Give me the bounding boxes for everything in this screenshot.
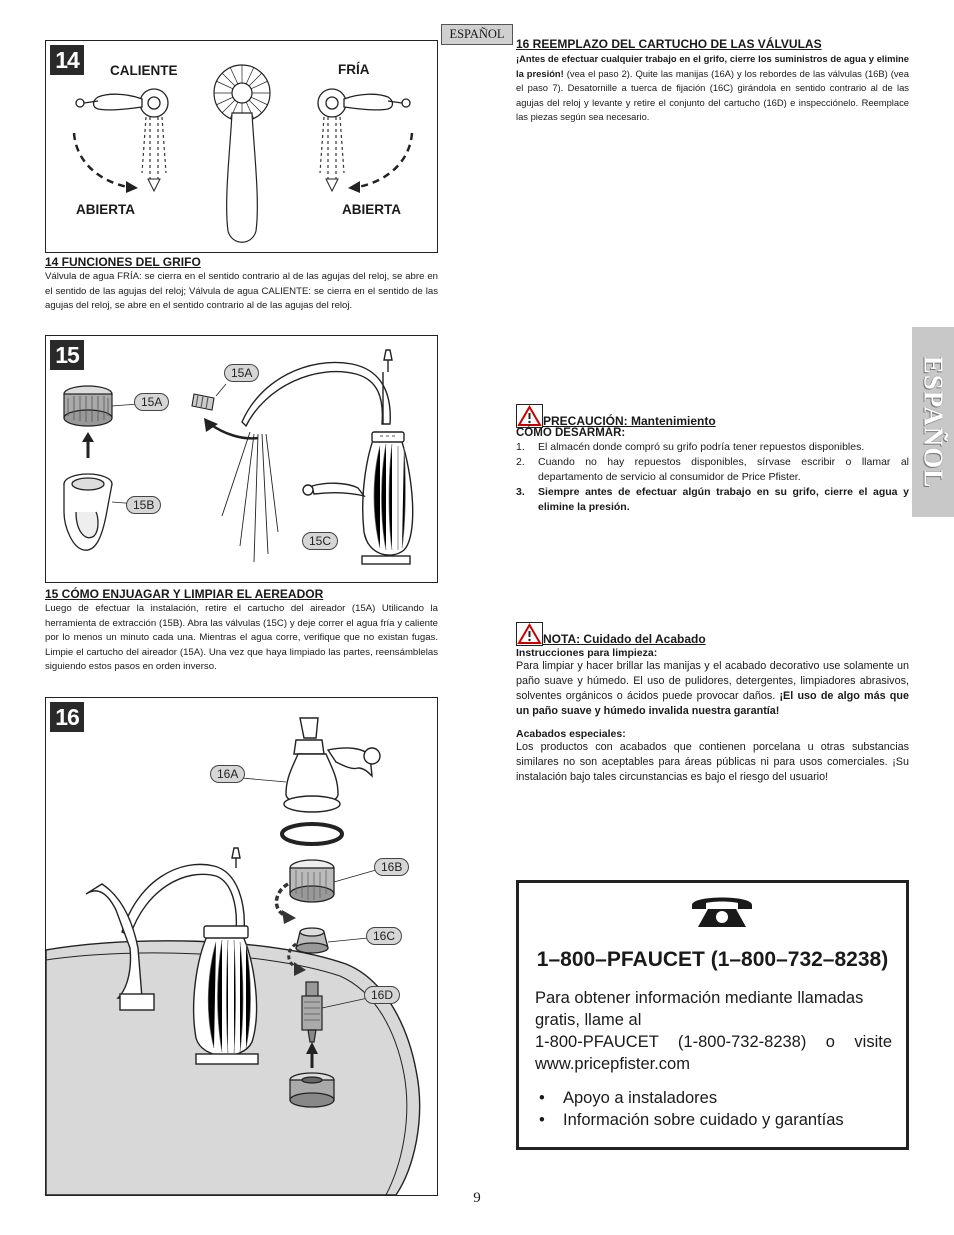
label-hot: CALIENTE — [110, 63, 178, 78]
list-item: 1. El almacén donde compró su grifo podría tener repuestos disponibles. — [516, 441, 865, 453]
finish-note-sub1: Instrucciones para limpieza: — [516, 647, 658, 659]
label-cold: FRÍA — [338, 62, 370, 77]
list-item: 3. Siempre antes de efectuar algún trabajo en su grifo, cierre el agua y elimine la presión. — [516, 486, 909, 513]
finish-note-section — [516, 622, 909, 785]
finish-note-sub2: Acabados especiales: — [516, 728, 626, 740]
page-number: 9 — [473, 1190, 481, 1206]
phone-number[interactable]: 1–800–PFAUCET (1–800–732–8238) — [536, 948, 889, 971]
section-14-title: 14 FUNCIONES DEL GRIFO — [45, 255, 201, 269]
finish-note-title: NOTA: Cuidado del Acabado — [543, 632, 706, 646]
callout-15a-top: 15A — [224, 364, 259, 382]
figure-number: 14 — [50, 45, 84, 75]
callout-15c: 15C — [302, 532, 338, 550]
figure-number: 15 — [50, 340, 84, 370]
label-open-left: ABIERTA — [76, 202, 135, 217]
precaution-section — [516, 404, 909, 515]
contact-bullets — [539, 1087, 844, 1131]
website-link[interactable]: www.pricepfister.com — [535, 1055, 690, 1073]
figure-15 — [45, 335, 438, 583]
valve-function-illustration — [46, 41, 437, 252]
telephone-icon — [690, 891, 754, 929]
list-item: • Apoyo a instaladores — [539, 1089, 718, 1107]
warning-icon — [516, 404, 543, 428]
figure-14 — [45, 40, 438, 253]
section-16-body — [516, 52, 909, 125]
label-open-right: ABIERTA — [342, 202, 401, 217]
contact-box — [516, 880, 909, 1150]
warning-icon — [516, 622, 543, 646]
callout-16c: 16C — [366, 927, 402, 945]
section-15-body: Luego de efectuar la instalación, retire el cartucho del aireador (15A) Utilicando la herramienta de extracción (15B). Abra las válvulas (15C) y deje correr el agua fría y caliente por lo menos un minuto cada una. Mientras el agua corre, verifique que no existan fugas. Limpie el cartucho del aireador (15A). Una vez que haya limpiado las partes, reensámblelas siguiendo estos pasos en orden inverso. — [45, 603, 438, 673]
callout-16d: 16D — [364, 986, 400, 1004]
list-item: • Información sobre cuidado y garantías — [539, 1111, 844, 1129]
contact-line-2: 1-800-PFAUCET (1-800-732-8238) o visite — [535, 1033, 892, 1051]
callout-15a: 15A — [134, 393, 169, 411]
language-tag: ESPAÑOL — [441, 24, 513, 45]
section-14 — [45, 255, 438, 314]
section-16-warning: ¡Antes de efectuar cualquier trabajo en el grifo, cierre los suministros de agua y elimine la presión! — [516, 53, 909, 79]
section-15 — [45, 587, 438, 675]
precaution-subtitle: CÓMO DESARMAR: — [516, 427, 626, 439]
section-14-body: Válvula de agua FRÍA: se cierra en el sentido contrario al de las agujas del reloj, se abre en el sentido de las agujas del reloj; Válvula de agua CALIENTE: se cierra en el sentido de las agujas del reloj, se abre en el sentido contrario al de las agujas del reloj. — [45, 271, 438, 312]
section-15-title: 15 CÓMO ENJUAGAR Y LIMPIAR EL AEREADOR — [45, 587, 324, 601]
figure-number: 16 — [50, 702, 84, 732]
side-language-tab — [912, 327, 954, 517]
callout-15b: 15B — [126, 496, 161, 514]
callout-16b: 16B — [374, 858, 409, 876]
precaution-title: PRECAUCIÓN: Mantenimiento — [543, 414, 716, 428]
side-tab-label: ESPAÑOL — [918, 355, 949, 489]
finish-note-body1: Para limpiar y hacer brillar las manijas y el acabado decorativo use solamente un paño suave y húmedo. El uso de pulidores, detergentes, limpiadores abrasivos, solventes orgánicos o ácidos puede provocar daños. ¡El uso de algo más que un paño suave y húmedo invalida nuestra garantía! — [516, 660, 910, 717]
contact-text — [535, 987, 892, 1075]
figure-16 — [45, 697, 438, 1196]
finish-note-body2: Los productos con acabados que contienen porcelana u otras substancias similares no son aceptables para áreas públicas ni para usos comerciales. ¡Su instalación bajo tales circunstancias es bajo el riesgo del usuario! — [516, 741, 909, 783]
section-16-title: 16 REEMPLAZO DEL CARTUCHO DE LAS VÁLVULAS — [516, 37, 822, 51]
contact-line-1: Para obtener información mediante llamadas gratis, llame al — [535, 989, 864, 1029]
section-16 — [516, 37, 909, 125]
precaution-list — [516, 440, 909, 515]
list-item: 2. Cuando no hay repuestos disponibles, sírvase escribir o llamar al departamento de servicio al consumidor de Price Pfister. — [516, 456, 909, 483]
callout-16a: 16A — [210, 765, 245, 783]
section-16-text: (vea el paso 2). Quite las manijas (16A) y los rebordes de las válvulas (16B) (vea el paso 7). Desatornille a tuerca de fijación (16C) girándola en sentido contrario al de las agujas del reloj y levante y retire el conjunto del cartucho (16D) e inspecciónelo. Reemplace las piezas según sea necesario. — [516, 67, 909, 123]
